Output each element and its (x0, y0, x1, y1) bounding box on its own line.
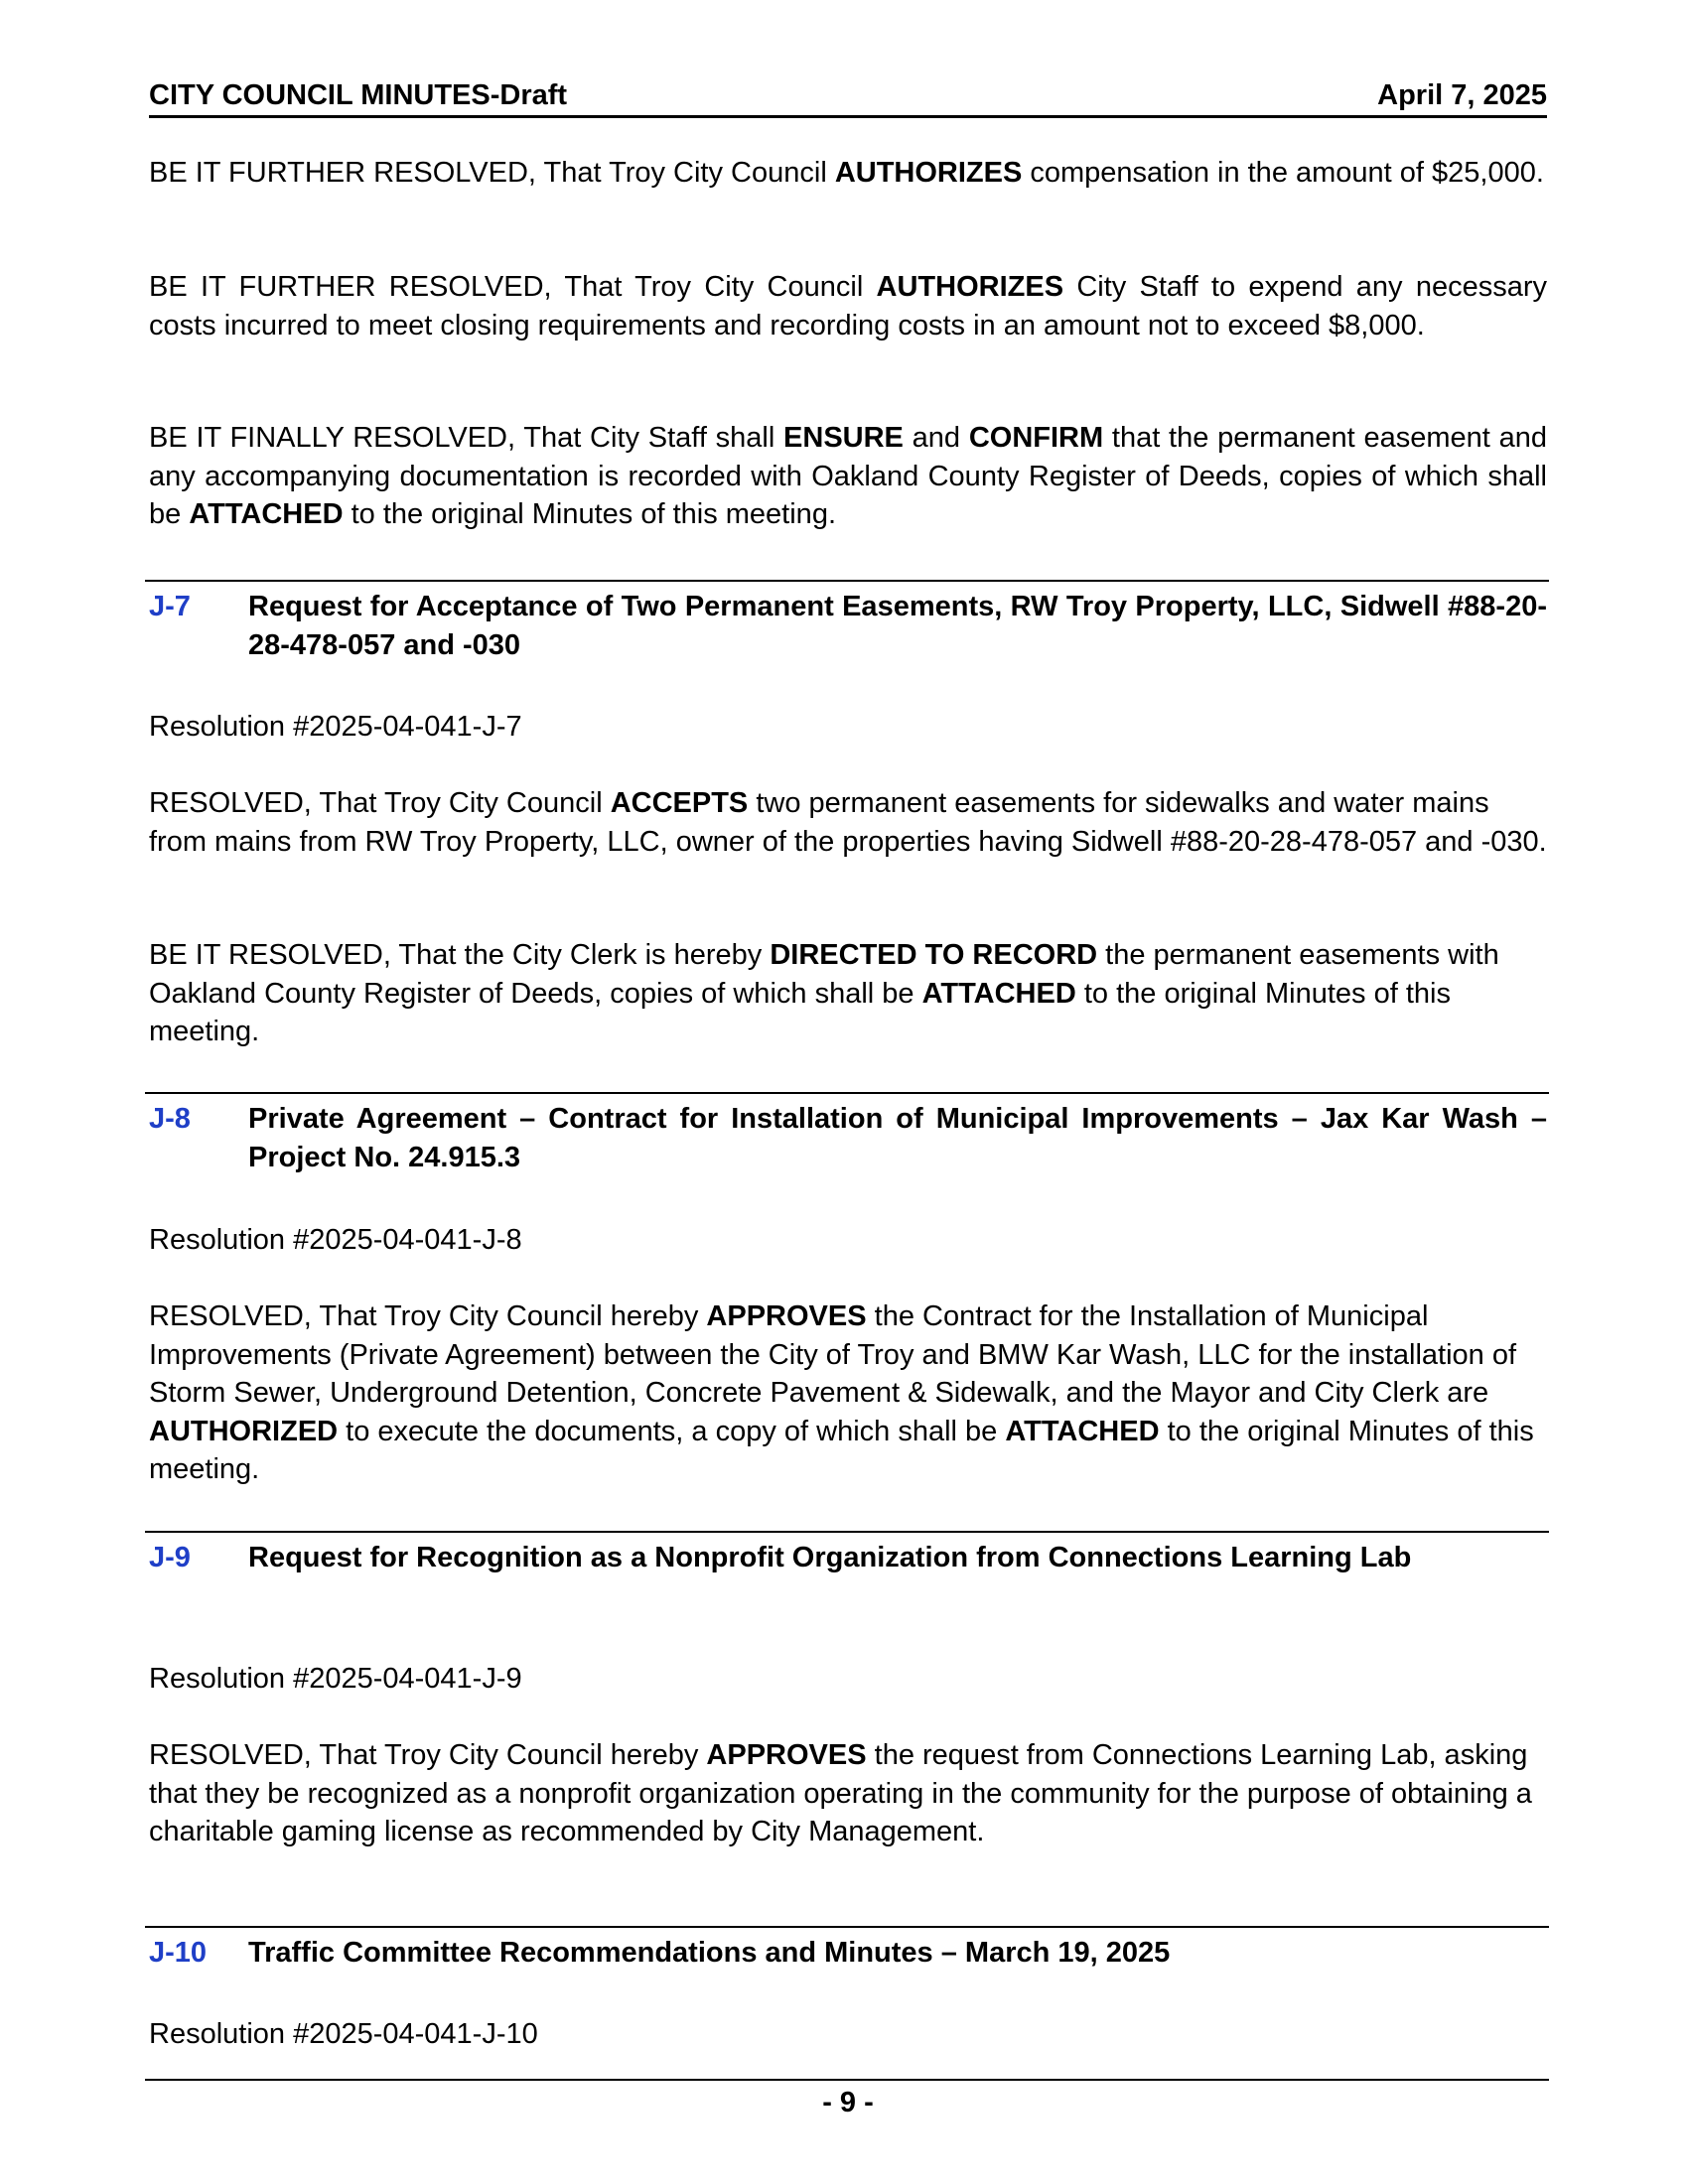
item-title: Request for Acceptance of Two Permanent Easements, RW Troy Property, LLC, Sidwell #88-20-28-478-057 and -030 (248, 591, 1547, 661)
resolution-paragraph: RESOLVED, That Troy City Council hereby APPROVES the Contract for the Installation of Municipal Improvements (Private Agreement) between the City of Troy and BMW Kar Wash, LLC for the installation of Storm Sewer, Underground Detention, Concrete Pavement & Sidewalk, and the Mayor and City Clerk are AUTHORIZED to execute the documents, a copy of which shall be ATTACHED to the original Minutes of this meeting. (149, 1300, 1534, 1485)
item-number: J-7 (149, 591, 191, 622)
page-header (149, 79, 1547, 118)
resolution-number: Resolution #2025-04-041-J-9 (149, 1663, 522, 1695)
section-divider (145, 1926, 1549, 1928)
header-date: April 7, 2025 (1377, 79, 1547, 111)
header-title: CITY COUNCIL MINUTES-Draft (149, 79, 568, 111)
resolution-paragraph: RESOLVED, That Troy City Council hereby APPROVES the request from Connections Learning Lab, asking that they be recognized as a nonprofit organization operating in the community for the purpose of obtaining a charitable gaming license as recommended by City Management. (149, 1739, 1532, 1847)
item-title: Request for Recognition as a Nonprofit Organization from Connections Learning Lab (248, 1542, 1412, 1573)
resolution-paragraph: BE IT RESOLVED, That the City Clerk is hereby DIRECTED TO RECORD the permanent easements with Oakland County Register of Deeds, copies of which shall be ATTACHED to the original Minutes of this meeting. (149, 939, 1499, 1047)
item-number: J-10 (149, 1937, 208, 1969)
resolution-number: Resolution #2025-04-041-J-7 (149, 711, 522, 743)
resolution-number: Resolution #2025-04-041-J-10 (149, 2018, 538, 2050)
intro-paragraph-1: BE IT FURTHER RESOLVED, That Troy City Council AUTHORIZES compensation in the amount of $25,000. (149, 157, 1544, 189)
resolution-paragraph: RESOLVED, That Troy City Council ACCEPTS two permanent easements for sidewalks and water mains from mains from RW Troy Property, LLC, owner of the properties having Sidwell #88-20-28-478-057 and -030. (149, 787, 1547, 858)
item-title: Private Agreement – Contract for Installation of Municipal Improvements – Jax Kar Wash – Project No. 24.915.3 (248, 1103, 1547, 1173)
document-page (149, 0, 1547, 2184)
intro-paragraph-2: BE IT FURTHER RESOLVED, That Troy City Council AUTHORIZES City Staff to expend any necessary costs incurred to meet closing requirements and recording costs in an amount not to exceed $8,000. (149, 271, 1547, 341)
resolution-number: Resolution #2025-04-041-J-8 (149, 1224, 522, 1256)
intro-paragraph-3: BE IT FINALLY RESOLVED, That City Staff shall ENSURE and CONFIRM that the permanent easement and any accompanying documentation is recorded with Oakland County Register of Deeds, copies of which shall be ATTACHED to the original Minutes of this meeting. (149, 422, 1548, 530)
section-divider (145, 580, 1549, 582)
item-number: J-8 (149, 1103, 191, 1135)
item-number: J-9 (149, 1542, 191, 1573)
section-divider (145, 1092, 1549, 1094)
item-title: Traffic Committee Recommendations and Minutes – March 19, 2025 (248, 1937, 1171, 1969)
section-divider (145, 1531, 1549, 1533)
footer-divider (145, 2079, 1549, 2081)
page-number: - 9 - (822, 2087, 874, 2118)
